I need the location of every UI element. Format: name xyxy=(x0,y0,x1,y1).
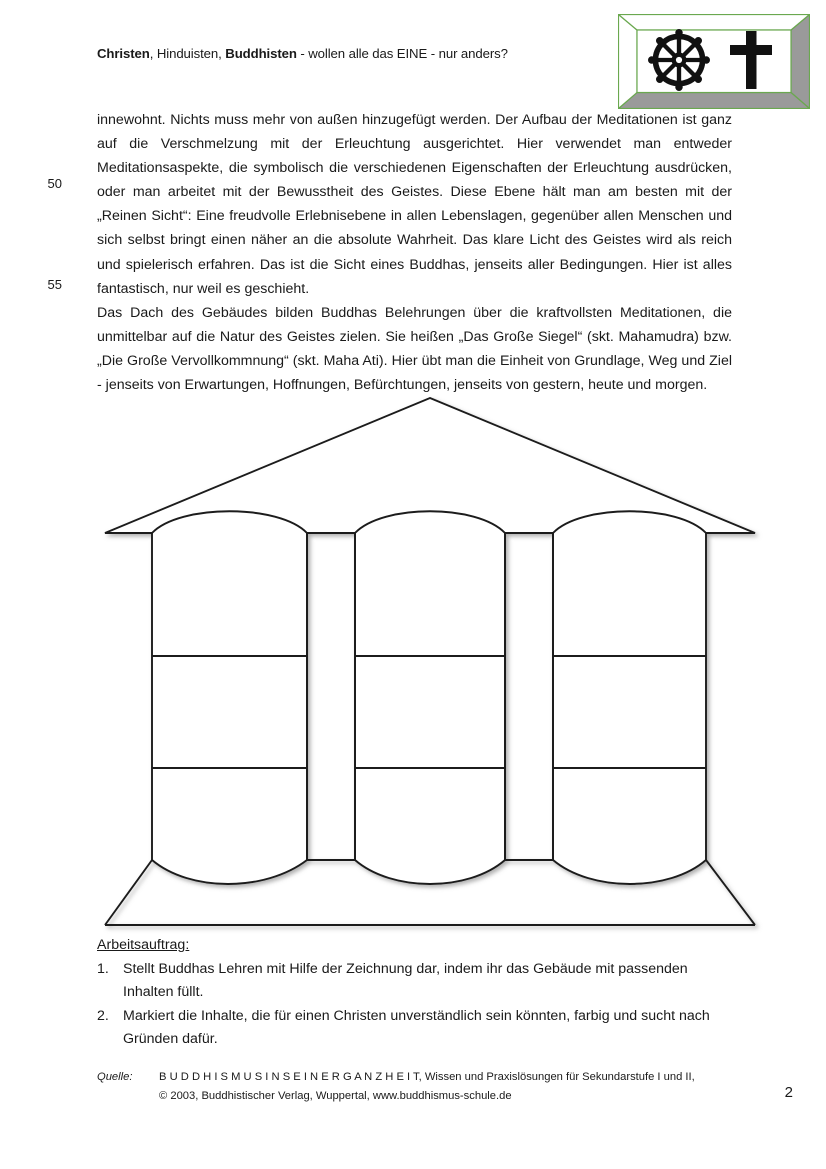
source-row-2 xyxy=(97,1087,787,1106)
foundation-left-slope xyxy=(105,860,152,925)
source-line-1: B U D D H I S M U S I N S E I N E R G A N Z H E I T, Wissen und Praxislösungen für Sekundarstufe I und II, xyxy=(159,1071,695,1083)
bay-right-outline xyxy=(553,533,706,884)
religions-emblem xyxy=(618,14,810,109)
page-title xyxy=(97,46,657,61)
assignment-item-1: Stellt Buddhas Lehren mit Hilfe der Zeichnung dar, indem ihr das Gebäude mit passenden Inhalten füllt. xyxy=(123,961,688,1000)
assignment-block xyxy=(97,934,737,1052)
body-paragraph-1: innewohnt. Nichts muss mehr von außen hinzugefügt werden. Der Aufbau der Meditationen ist ganz auf die Verschmelzung mit der Erleuchtung ausgerichtet. Hier verwendet man entweder Meditationsaspekte, die symbolisch die verschiedenen Eigenschaften der Erleuchtung ausdrücken, oder man arbeitet mit der Bewusstheit des Geistes. Diese Ebene hält man am besten mit der „Reinen Sicht“: Eine freudvolle Erlebnisebene in allen Lebenslagen, gegenüber allen Menschen und sich selbst bringt einen näher an die absolute Wahrheit. Das klare Licht des Geistes wird als reich und spielerisch erfahren. Das ist die Sicht eines Buddhas, jenseits aller Bedingungen. Hier ist alles fantastisch, nur weil es geschieht. xyxy=(97,112,732,297)
buddhist-teaching-building-diagram xyxy=(80,380,780,940)
building-drawing xyxy=(80,380,780,940)
header-segment-tail: - wollen alle das EINE - nur anders? xyxy=(296,46,508,61)
header-segment-buddhisten: Buddhisten xyxy=(225,46,297,61)
dharma-wheel-icon xyxy=(648,29,710,91)
source-line-2: © 2003, Buddhistischer Verlag, Wuppertal, www.buddhismus-schule.de xyxy=(159,1090,512,1102)
bay-left-outline xyxy=(152,533,307,884)
body-text xyxy=(97,108,732,397)
source-label: Quelle: xyxy=(97,1071,133,1083)
assignment-list xyxy=(97,958,737,1051)
assignment-item-2: Markiert die Inhalte, die für einen Christen unverständlich sein könnten, farbig und sucht nach Gründen dafür. xyxy=(123,1008,710,1047)
source-row-1 xyxy=(97,1068,787,1087)
header-segment-hinduisten: , Hinduisten, xyxy=(149,46,226,61)
body-paragraph-2: Das Dach des Gebäudes bilden Buddhas Belehrungen über die kraftvollsten Meditationen, die unmittelbar auf die Natur des Geistes zielen. Sie heißen „Das Große Siegel“ (skt. Mahamudra) bzw. „Die Große Vervollkommnung“ (skt. Maha Ati). Hier übt man die Einheit von Grundlage, Weg und Ziel - jenseits von Erwartungen, Hoffnungen, Befürchtungen, jenseits von gestern, heute und morgen. xyxy=(97,304,732,394)
foundation-right-slope xyxy=(706,860,755,925)
line-number-55: 55 xyxy=(47,277,62,292)
christian-cross-icon xyxy=(726,29,776,91)
header-segment-christen: Christen xyxy=(97,46,150,61)
page-number: 2 xyxy=(784,1084,793,1101)
line-number-50: 50 xyxy=(47,176,62,191)
source-footer xyxy=(97,1068,787,1106)
assignment-heading: Arbeitsauftrag: xyxy=(97,937,190,953)
bay-middle-outline xyxy=(355,533,505,884)
